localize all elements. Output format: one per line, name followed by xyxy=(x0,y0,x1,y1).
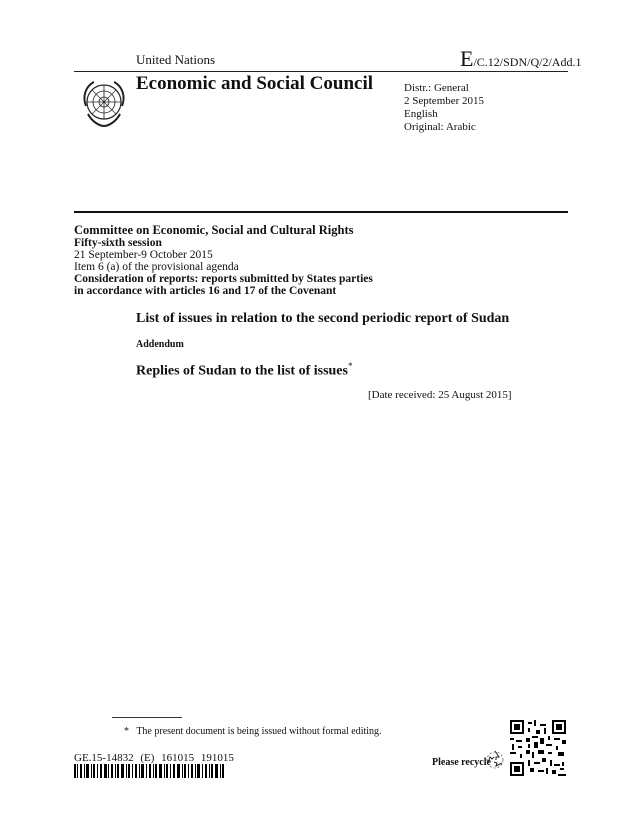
distribution-block xyxy=(404,82,484,134)
footnote-mark: * xyxy=(124,726,129,737)
council-title: Economic and Social Council xyxy=(136,73,373,94)
section-rule xyxy=(74,211,568,213)
committee-title: Committee on Economic, Social and Cultural Rights xyxy=(74,223,354,237)
recycle-label: Please recycle xyxy=(432,757,491,768)
document-title: List of issues in relation to the second periodic report of Sudan xyxy=(136,311,510,326)
symbol-rest: /C.12/SDN/Q/2/Add.1 xyxy=(473,55,582,69)
replies-title xyxy=(136,361,352,380)
distr-date: 2 September 2015 xyxy=(404,95,485,107)
footnote-rule xyxy=(112,717,182,718)
session-dates: 21 September-9 October 2015 xyxy=(74,249,213,261)
barcode-icon xyxy=(74,764,224,778)
un-emblem-icon xyxy=(76,76,132,132)
un-label: United Nations xyxy=(136,52,216,67)
consideration-line-2: in accordance with articles 16 and 17 of the Covenant xyxy=(74,285,337,297)
replies-text: Replies of Sudan to the list of issues xyxy=(136,363,348,379)
distr-language: English xyxy=(404,108,438,120)
symbol-letter: E xyxy=(460,46,474,71)
qr-code-icon xyxy=(510,720,566,776)
addendum-label: Addendum xyxy=(136,339,184,350)
consideration-line-1: Consideration of reports: reports submitted by States parties xyxy=(74,273,373,285)
replies-footnote-mark: * xyxy=(347,361,353,371)
session: Fifty-sixth session xyxy=(74,237,162,249)
date-received: [Date received: 25 August 2015] xyxy=(368,389,512,401)
top-rule xyxy=(74,71,568,72)
recycle-icon xyxy=(484,748,506,770)
distr-line: Distr.: General xyxy=(404,82,469,94)
committee-block xyxy=(74,224,373,297)
agenda-item: Item 6 (a) of the provisional agenda xyxy=(74,261,239,273)
document-symbol xyxy=(460,46,581,72)
document-number: GE.15-14832 (E) 161015 191015 xyxy=(74,752,234,764)
footnote-text: The present document is being issued without formal editing. xyxy=(136,726,382,737)
footnote xyxy=(124,726,382,737)
distr-original: Original: Arabic xyxy=(404,121,476,133)
